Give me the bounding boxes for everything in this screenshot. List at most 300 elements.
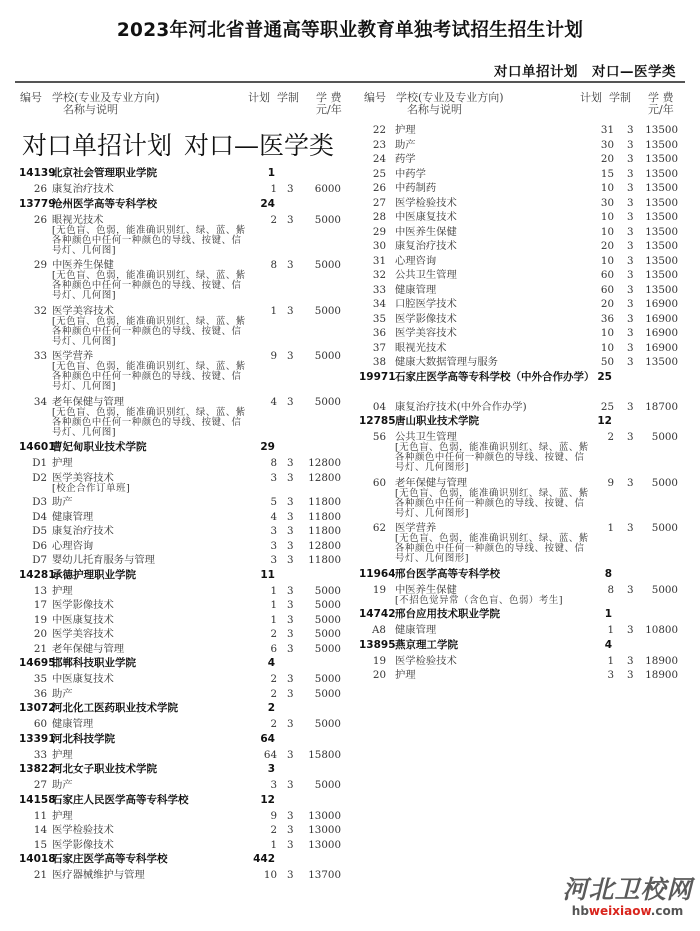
major-plan: 4 (270, 395, 277, 408)
major-name: 中医养生保健 (395, 225, 457, 238)
major-fee: 13700 (308, 869, 341, 881)
major-name: 助产 (52, 779, 73, 791)
header-years: 学制 (609, 91, 631, 104)
major-fee: 5000 (314, 628, 341, 640)
major-plan: 6 (270, 642, 277, 655)
major-fee: 5000 (314, 350, 341, 362)
header-name: 学校(专业及专业方向) (396, 91, 504, 104)
major-fee: 12800 (308, 471, 341, 484)
header-fee: 学 费 (316, 91, 342, 104)
major-row (0, 495, 345, 510)
header-name-sub: 名称与说明 (63, 103, 118, 116)
major-row (350, 326, 695, 341)
major-name: 医学检验技术 (52, 824, 114, 836)
major-plan: 8 (270, 457, 277, 469)
school-name: 燕京理工学院 (395, 638, 458, 651)
major-name: 口腔医学技术 (395, 298, 457, 310)
major-years: 3 (627, 431, 634, 443)
major-plan: 3 (270, 539, 277, 552)
major-code: 33 (33, 748, 47, 761)
major-fee: 18900 (645, 669, 678, 681)
major-years: 3 (627, 167, 634, 180)
major-plan: 1 (270, 584, 277, 597)
major-years: 3 (287, 673, 294, 685)
major-years: 3 (287, 510, 294, 523)
major-years: 3 (627, 312, 634, 325)
header-plan: 计划 (248, 91, 270, 104)
major-plan: 10 (600, 254, 614, 267)
major-row (0, 717, 345, 732)
major-code: 14 (33, 824, 47, 836)
major-years: 3 (627, 327, 634, 339)
major-row (0, 349, 345, 395)
major-note: [无色盲、色弱，能准确识别红、绿、蓝、紫各种颜色中任何一种颜色的导线、按键、信号灯、几何图形] (395, 442, 589, 473)
school-row (350, 370, 695, 400)
major-note: [无色盲、色弱，能准确识别红、绿、蓝、紫各种颜色中任何一种颜色的导线、按键、信号灯、几何图] (52, 315, 246, 347)
major-row (350, 341, 695, 356)
school-plan-total: 8 (604, 567, 612, 580)
major-row (350, 225, 695, 240)
table-header-right (350, 89, 690, 123)
major-fee: 13500 (645, 153, 678, 165)
school-code: 13822 (19, 763, 56, 775)
header-code: 编号 (364, 91, 386, 104)
major-name: 康复治疗技术 (395, 240, 457, 252)
major-plan: 1 (607, 624, 614, 636)
school-name: 石家庄医学高等专科学校 (52, 853, 168, 865)
major-row (0, 868, 345, 883)
major-name: 医学检验技术 (395, 196, 457, 209)
major-plan: 4 (270, 510, 277, 523)
logo-url (560, 904, 695, 918)
major-plan: 9 (270, 350, 277, 362)
major-fee: 5000 (314, 599, 341, 611)
major-name: 医学美容技术 (395, 327, 457, 339)
major-row (0, 613, 345, 628)
major-years: 3 (287, 584, 294, 597)
major-name: 助产 (52, 687, 73, 700)
major-fee: 13500 (645, 269, 678, 281)
major-row (0, 553, 345, 568)
major-row (350, 167, 695, 182)
header-plan: 计划 (580, 91, 602, 104)
logo-url-mid: weixiaow (588, 904, 651, 918)
major-row (350, 283, 695, 298)
major-plan: 2 (270, 673, 277, 685)
school-plan-total: 3 (267, 763, 275, 775)
major-plan: 3 (270, 554, 277, 566)
major-fee: 12800 (308, 457, 341, 469)
major-years: 3 (627, 476, 634, 489)
school-row (350, 414, 695, 430)
major-plan: 20 (600, 298, 614, 310)
major-years: 3 (287, 350, 294, 362)
major-fee: 5000 (314, 718, 341, 730)
major-fee: 13500 (645, 240, 678, 252)
major-fee: 13500 (645, 283, 678, 296)
school-code: 13779 (19, 197, 56, 210)
major-note: [无色盲、色弱，能准确识别红、绿、蓝、紫各种颜色中任何一种颜色的导线、按键、信号灯、几何图] (52, 361, 246, 392)
major-name: 医疗器械维护与管理 (52, 869, 145, 881)
major-plan: 10 (600, 182, 614, 194)
major-code: 13 (33, 584, 47, 597)
school-name: 曹妃甸职业技术学院 (52, 441, 147, 453)
school-name: 唐山职业技术学院 (395, 415, 479, 427)
major-code: 60 (372, 476, 386, 489)
major-row (350, 400, 695, 415)
major-row (350, 476, 695, 522)
major-years: 3 (627, 583, 634, 596)
major-name: 助产 (395, 138, 416, 151)
major-code: 15 (33, 838, 47, 851)
major-code: D2 (32, 471, 47, 484)
major-code: 62 (372, 522, 386, 534)
major-code: 22 (372, 124, 386, 136)
major-row (0, 838, 345, 853)
major-years: 3 (287, 525, 294, 537)
major-plan: 30 (600, 138, 614, 151)
major-plan: 5 (270, 496, 277, 508)
major-years: 3 (287, 183, 294, 195)
major-years: 3 (627, 654, 634, 667)
school-code: 13895 (359, 638, 396, 651)
major-row (350, 268, 695, 283)
school-code: 11964 (359, 567, 396, 580)
major-years: 3 (627, 400, 634, 413)
school-name: 沧州医学高等专科学校 (52, 197, 157, 210)
school-plan-total: 4 (267, 657, 275, 669)
major-years: 3 (627, 196, 634, 209)
major-note: [校企合作订单班] (52, 482, 131, 494)
major-name: 医学营养 (52, 350, 94, 362)
school-code: 19971 (359, 370, 396, 383)
major-fee: 16900 (645, 327, 678, 339)
major-plan: 10 (263, 869, 277, 881)
right-column (350, 123, 695, 683)
major-code: 37 (372, 341, 386, 354)
major-note: [无色盲、色弱，能准确识别红、绿、蓝、紫各种颜色中任何一种颜色的导线、按键、信号灯、几何图] (52, 406, 246, 438)
school-code: 14695 (19, 657, 56, 669)
major-note: [无色盲、色弱，能准确识别红、绿、蓝、紫各种颜色中任何一种颜色的导线、按键、信号灯、几何图形] (395, 487, 589, 519)
major-fee: 5000 (651, 431, 678, 443)
school-plan-total: 12 (597, 415, 612, 427)
major-code: 23 (372, 138, 386, 151)
major-plan: 1 (270, 838, 277, 851)
major-name: 中医康复技术 (395, 211, 457, 223)
major-row (350, 254, 695, 269)
logo-text: 河北卫校网 (562, 875, 693, 904)
major-years: 3 (287, 213, 294, 226)
major-years: 3 (627, 240, 634, 252)
major-row (350, 312, 695, 327)
major-plan: 2 (607, 431, 614, 443)
major-row (0, 258, 345, 304)
table-header-left (0, 89, 340, 123)
major-years: 3 (287, 779, 294, 791)
major-row (350, 623, 695, 638)
major-fee: 5000 (314, 673, 341, 685)
major-code: 27 (372, 196, 386, 209)
page-subtitle (494, 60, 676, 80)
major-years: 3 (287, 748, 294, 761)
major-row (0, 213, 345, 259)
subtitle-plan-type: 对口单招计划 (494, 64, 578, 80)
left-column (0, 166, 345, 883)
school-plan-total: 25 (597, 370, 612, 383)
major-row (0, 456, 345, 471)
major-fee: 5000 (651, 583, 678, 596)
school-name: 邢台应用技术职业学院 (395, 608, 500, 620)
major-name: 心理咨询 (52, 539, 94, 552)
major-code: D5 (32, 525, 47, 537)
major-code: 31 (372, 254, 386, 267)
school-row (0, 701, 345, 717)
major-code: 32 (33, 304, 47, 317)
major-code: 32 (372, 269, 386, 281)
major-fee: 13000 (308, 824, 341, 836)
major-years: 3 (287, 838, 294, 851)
major-plan: 2 (270, 213, 277, 226)
major-code: 26 (372, 182, 386, 194)
major-fee: 5000 (314, 779, 341, 791)
major-name: 医学影像技术 (395, 312, 457, 325)
major-plan: 3 (270, 471, 277, 484)
major-fee: 13000 (308, 838, 341, 851)
school-code: 14281 (19, 568, 56, 581)
major-fee: 5000 (651, 522, 678, 534)
school-row (0, 568, 345, 584)
school-row (0, 793, 345, 809)
major-plan: 60 (600, 269, 614, 281)
major-plan: 1 (270, 183, 277, 195)
major-code: 35 (33, 673, 47, 685)
major-row (350, 355, 695, 370)
school-name: 邢台医学高等专科学校 (395, 567, 500, 580)
school-name: 河北化工医药职业技术学院 (52, 702, 178, 714)
major-plan: 64 (263, 748, 277, 761)
major-years: 3 (627, 153, 634, 165)
school-code: 14139 (19, 167, 56, 179)
major-years: 3 (627, 254, 634, 267)
header-fee: 学 费 (648, 91, 674, 104)
major-code: 35 (372, 312, 386, 325)
page-title: 2023年河北省普通高等职业教育单独考试招生招生计划 (116, 20, 584, 41)
major-name: 护理 (395, 669, 416, 681)
major-years: 3 (287, 824, 294, 836)
major-code: 29 (33, 259, 47, 271)
major-fee: 11800 (308, 525, 341, 537)
header-fee-unit: 元/年 (316, 103, 342, 116)
major-years: 3 (287, 395, 294, 408)
section-plan-type: 对口单招计划 (22, 131, 173, 160)
school-plan-total: 442 (253, 853, 275, 865)
major-row (350, 430, 695, 476)
major-plan: 3 (270, 525, 277, 537)
major-plan: 20 (600, 153, 614, 165)
major-years: 3 (627, 341, 634, 354)
major-name: 医学检验技术 (395, 654, 457, 667)
major-name: 公共卫生管理 (395, 269, 457, 281)
major-fee: 13500 (645, 225, 678, 238)
major-plan: 10 (600, 211, 614, 223)
school-code: 14742 (359, 608, 396, 620)
major-row (350, 123, 695, 138)
major-row (350, 668, 695, 683)
major-fee: 5000 (314, 642, 341, 655)
subtitle-category: 对口—医学类 (592, 64, 676, 80)
major-code: 38 (372, 356, 386, 368)
major-code: 21 (33, 869, 47, 881)
major-name: 中医养生保健 (52, 259, 114, 271)
major-years: 3 (627, 225, 634, 238)
major-row (350, 210, 695, 225)
major-years: 3 (627, 669, 634, 681)
major-code: A8 (372, 624, 386, 636)
header-name-sub: 名称与说明 (407, 103, 462, 116)
major-plan: 2 (270, 718, 277, 730)
major-fee: 13500 (645, 254, 678, 267)
school-plan-total: 24 (260, 197, 275, 210)
major-plan: 50 (600, 356, 614, 368)
major-fee: 13000 (308, 809, 341, 822)
major-row (0, 672, 345, 687)
major-name: 医学营养 (395, 522, 437, 534)
major-years: 3 (287, 304, 294, 317)
major-row (350, 521, 695, 567)
major-plan: 30 (600, 196, 614, 209)
major-plan: 1 (607, 654, 614, 667)
major-fee: 13500 (645, 182, 678, 194)
section-heading (22, 126, 342, 162)
major-name: 公共卫生管理 (395, 431, 457, 443)
major-name: 护理 (395, 124, 416, 136)
major-plan: 10 (600, 225, 614, 238)
major-years: 3 (287, 628, 294, 640)
major-code: 28 (372, 211, 386, 223)
major-row (0, 778, 345, 793)
major-name: 老年保健与管理 (52, 642, 125, 655)
major-code: 34 (33, 395, 47, 408)
school-row (0, 440, 345, 456)
major-plan: 8 (607, 583, 614, 596)
major-fee: 5000 (651, 476, 678, 489)
major-fee: 10800 (645, 624, 678, 636)
major-fee: 5000 (314, 395, 341, 408)
major-fee: 11800 (308, 554, 341, 566)
major-years: 3 (287, 642, 294, 655)
major-row (350, 583, 695, 608)
major-plan: 31 (600, 124, 614, 136)
major-name: 婴幼儿托育服务与管理 (52, 554, 155, 566)
major-years: 3 (287, 457, 294, 469)
major-code: D1 (32, 457, 47, 469)
major-code: 30 (372, 240, 386, 252)
major-name: 医学美容技术 (52, 304, 114, 317)
major-name: 心理咨询 (395, 254, 437, 267)
major-fee: 5000 (314, 584, 341, 597)
major-note: [无色盲、色弱，能准确识别红、绿、蓝、紫各种颜色中任何一种颜色的导线、按键、信号灯、几何图] (52, 270, 246, 301)
school-row (0, 166, 345, 182)
major-code: 25 (372, 167, 386, 180)
major-code: 11 (33, 809, 47, 822)
major-row (0, 584, 345, 599)
major-plan: 1 (607, 522, 614, 534)
major-row (350, 138, 695, 153)
major-fee: 11800 (308, 510, 341, 523)
major-fee: 16900 (645, 298, 678, 310)
major-name: 护理 (52, 748, 73, 761)
major-code: 26 (33, 213, 47, 226)
major-name: 康复治疗技术 (52, 525, 114, 537)
major-name: 中药学 (395, 167, 426, 180)
major-plan: 8 (270, 259, 277, 271)
school-name: 承德护理职业学院 (52, 568, 136, 581)
major-name: 康复治疗技术(中外合作办学) (395, 400, 527, 413)
major-plan: 3 (607, 669, 614, 681)
major-years: 3 (287, 471, 294, 484)
major-code: D6 (32, 539, 47, 552)
school-name: 北京社会管理职业学院 (52, 167, 157, 179)
major-row (350, 152, 695, 167)
major-plan: 2 (270, 628, 277, 640)
school-code: 14018 (19, 853, 56, 865)
major-name: 护理 (52, 457, 73, 469)
school-code: 13072 (19, 702, 56, 714)
major-fee: 13500 (645, 167, 678, 180)
major-fee: 6000 (314, 183, 341, 195)
major-plan: 9 (607, 476, 614, 489)
major-name: 护理 (52, 809, 73, 822)
school-row (350, 638, 695, 654)
major-row (0, 748, 345, 763)
school-code: 12785 (359, 415, 396, 427)
major-plan: 25 (600, 400, 614, 413)
major-row (350, 181, 695, 196)
major-row (0, 471, 345, 496)
school-plan-total: 11 (260, 568, 275, 581)
major-plan: 3 (270, 779, 277, 791)
major-row (0, 182, 345, 197)
major-fee: 12800 (308, 539, 341, 552)
major-code: 26 (33, 183, 47, 195)
major-row (0, 642, 345, 657)
major-plan: 15 (600, 167, 614, 180)
major-code: 27 (33, 779, 47, 791)
major-row (0, 687, 345, 702)
major-code: 21 (33, 642, 47, 655)
major-name: 老年保健与管理 (52, 395, 125, 408)
major-fee: 15800 (308, 748, 341, 761)
major-name: 医学影像技术 (52, 599, 114, 611)
major-fee: 13500 (645, 356, 678, 368)
major-code: 17 (33, 599, 47, 611)
site-logo (560, 870, 695, 918)
major-row (350, 297, 695, 312)
logo-url-suffix: .com (650, 904, 684, 918)
major-code: D3 (32, 496, 47, 508)
major-code: 19 (372, 583, 386, 596)
school-plan-total: 12 (260, 793, 275, 806)
major-name: 助产 (52, 496, 73, 508)
major-code: 36 (33, 687, 47, 700)
major-years: 3 (287, 259, 294, 271)
major-code: 19 (33, 613, 47, 626)
major-name: 健康管理 (52, 510, 94, 523)
major-years: 3 (627, 269, 634, 281)
major-name: 护理 (52, 584, 73, 597)
major-name: 眼视光技术 (395, 341, 447, 354)
major-plan: 10 (600, 327, 614, 339)
